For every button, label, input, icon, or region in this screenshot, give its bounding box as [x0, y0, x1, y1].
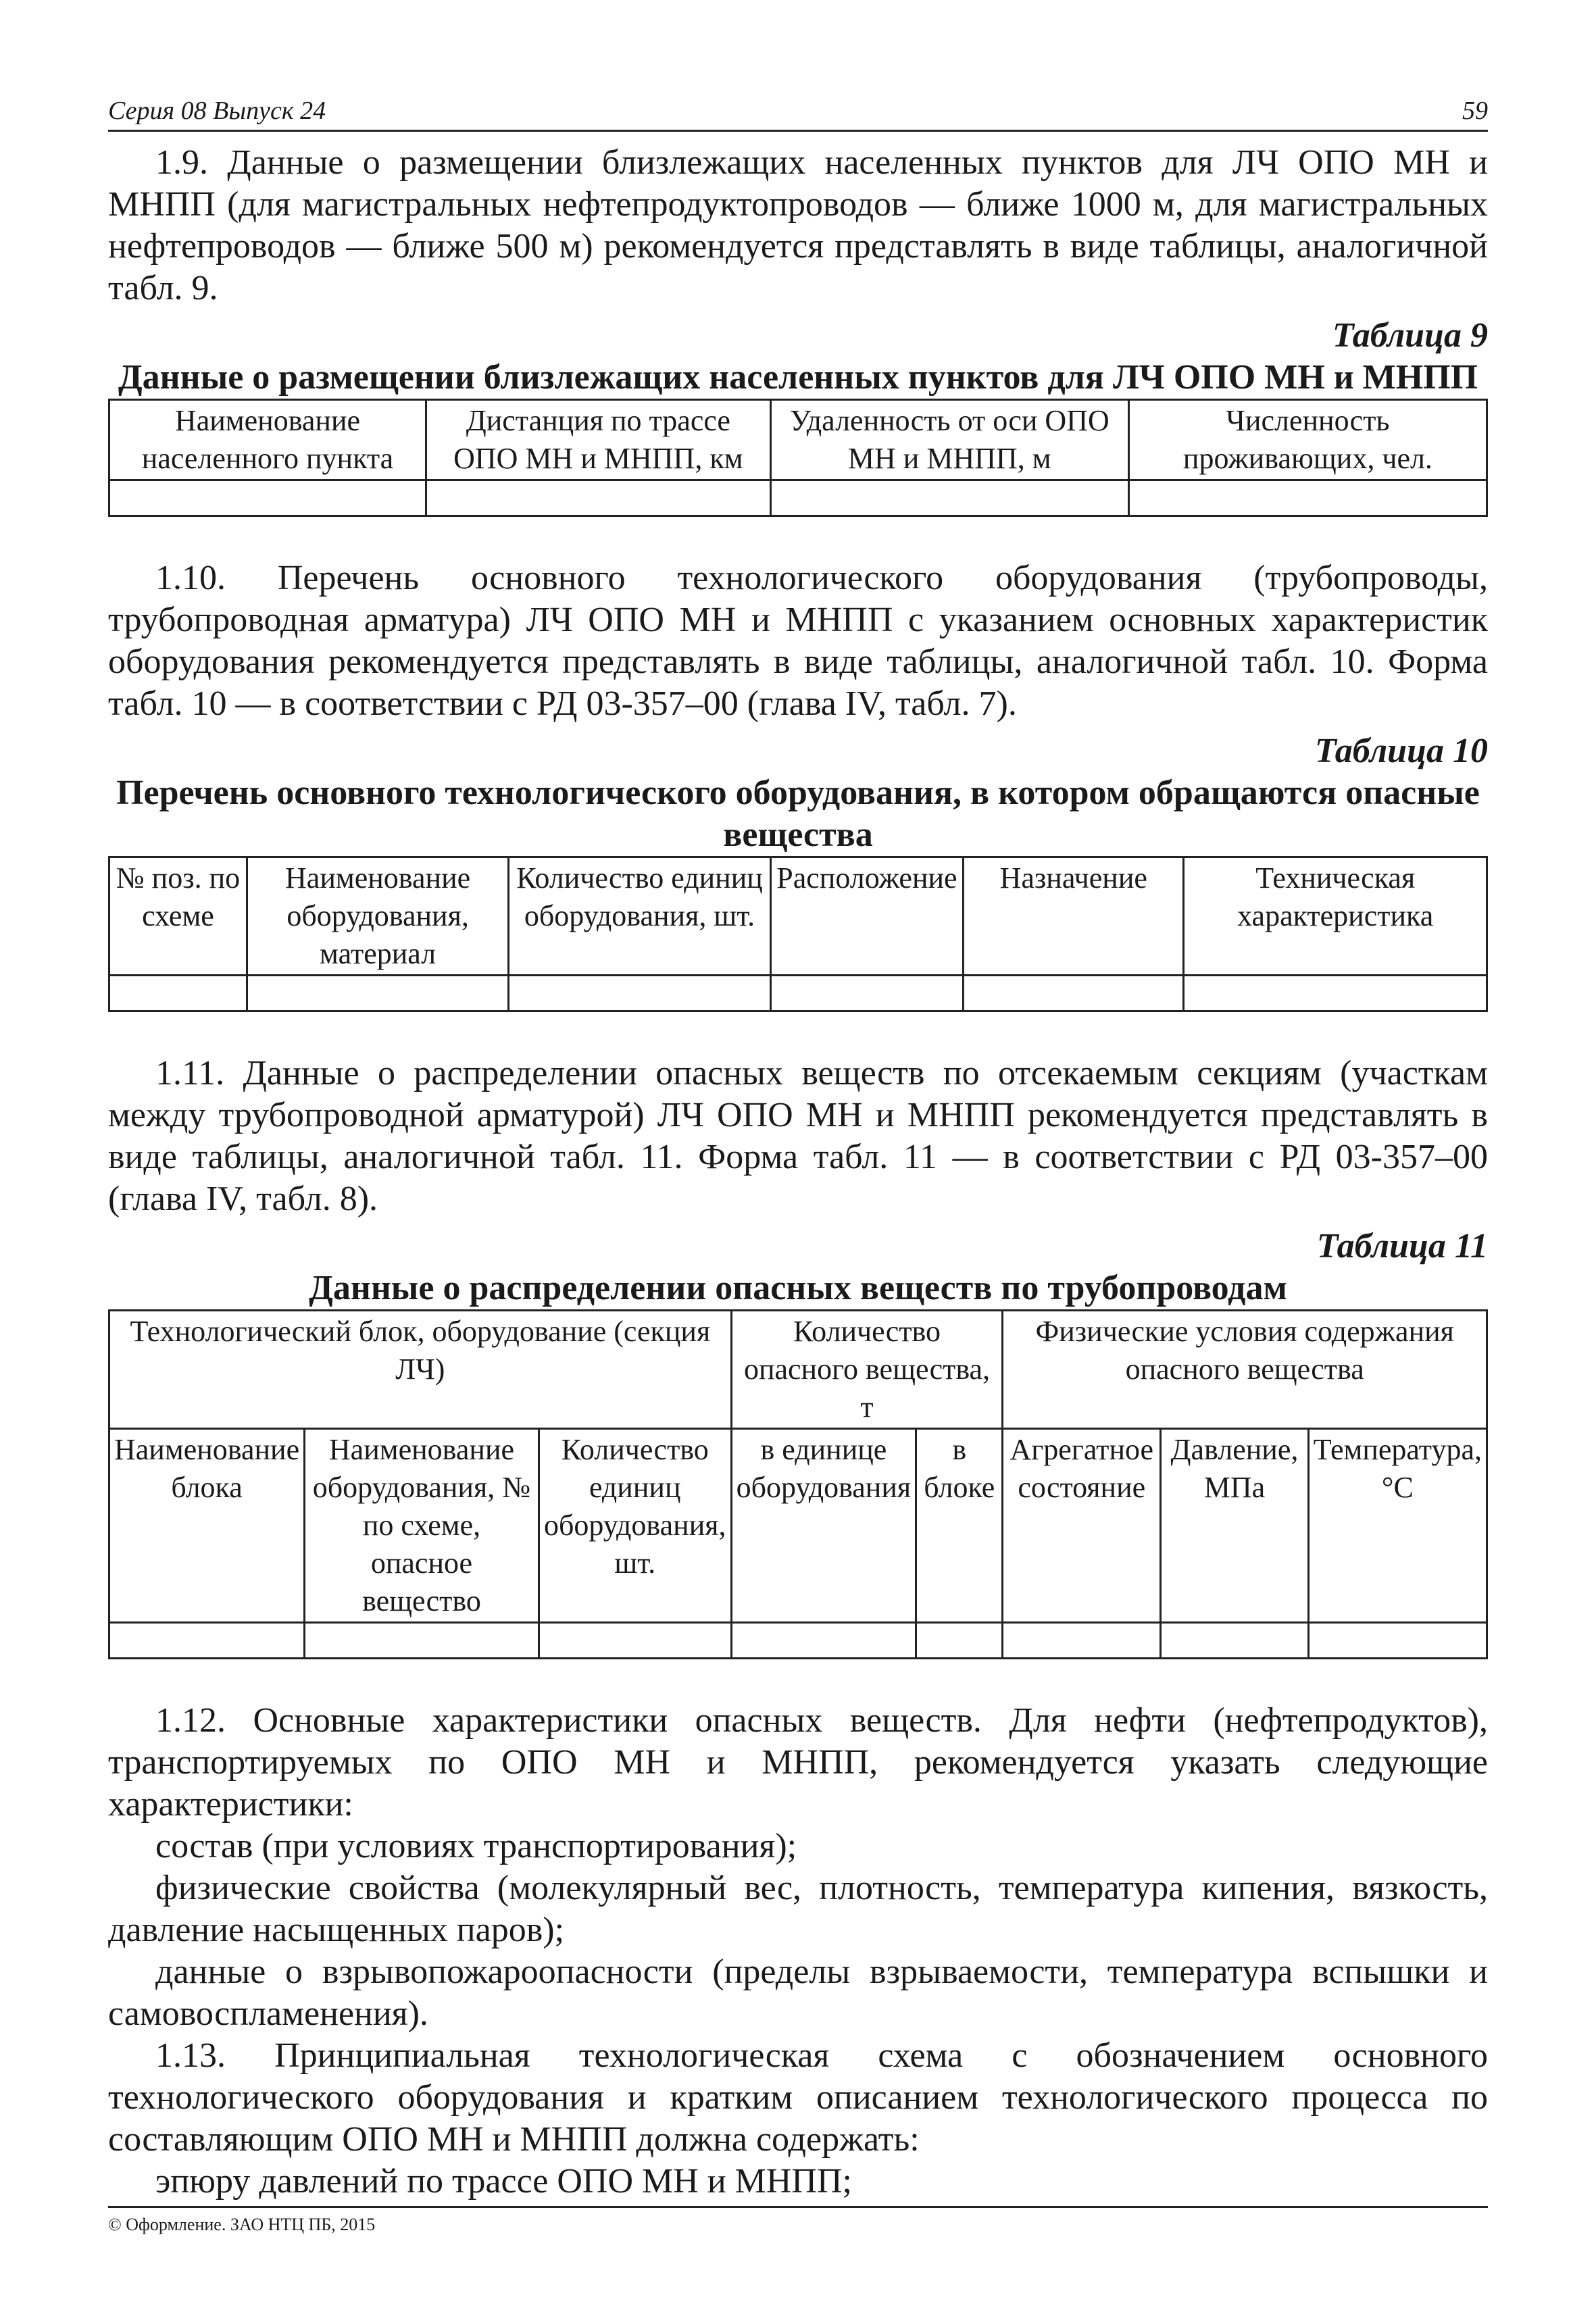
table10-header-cell: Назначение: [964, 857, 1184, 976]
paragraph-1-10: 1.10. Перечень основного технологического оборудования (трубопроводы, трубопроводная арматура) ЛЧ ОПО МН и МНПП с указанием основных характеристик оборудования рекомендуется представлять в виде таблицы, аналогичной табл. 10. Форма табл. 10 — в соответствии с РД 03-357–00 (глава IV, табл. 7).: [108, 559, 1488, 723]
page-footer: © Оформление. ЗАО НТЦ ПБ, 2015: [108, 2206, 1488, 2235]
table9-label: Таблица 9: [1332, 316, 1488, 355]
table11: [108, 1309, 1488, 1659]
table9-header-cell: Удаленность от оси ОПО МН и МНПП, м: [770, 400, 1128, 480]
table11-sub-header-cell: Агрегатное состояние: [1003, 1429, 1161, 1623]
table11-sub-header-cell: в блоке: [916, 1429, 1003, 1623]
table9-cell: [426, 480, 770, 516]
table9-header-cell: Наименование населенного пункта: [109, 400, 426, 480]
table10-header-cell: Количество единиц оборудования, шт.: [509, 857, 770, 976]
table10-cell: [509, 976, 770, 1011]
table9-header-row: [109, 400, 1487, 480]
paragraph-1-13: 1.13. Принципиальная технологическая схема с обозначением основного технологического оборудования и кратким описанием технологического процесса по составляющим ОПО МН и МНПП должна содержать:: [108, 2036, 1488, 2159]
table11-sub-header-cell: Давление, МПа: [1161, 1429, 1309, 1623]
table11-group-header-cell: Технологический блок, оборудование (секция ЛЧ): [109, 1311, 732, 1429]
table11-sub-header-cell: Наименование блока: [109, 1429, 305, 1623]
list-item: состав (при условиях транспортирования);: [155, 1827, 797, 1865]
table10-empty-row: [109, 976, 1487, 1011]
table10-header-cell: Наименование оборудования, материал: [247, 857, 508, 976]
paragraph-1-11: 1.11. Данные о распределении опасных веществ по отсекаемым секциям (участкам между трубопроводной арматурой) ЛЧ ОПО МН и МНПП рекомендуется представлять в виде таблицы, аналогичной табл. 11. Форма табл. 11 — в соответствии с РД 03-357–00 (глава IV, табл. 8).: [108, 1054, 1488, 1218]
table10-label: Таблица 10: [1314, 732, 1488, 770]
table9: [108, 399, 1488, 517]
table11-group-header-row: [109, 1311, 1487, 1429]
table10: [108, 856, 1488, 1012]
table9-header-cell: Дистанция по трассе ОПО МН и МНПП, км: [426, 400, 770, 480]
table11-cell: [1003, 1623, 1161, 1659]
table10-cell: [964, 976, 1184, 1011]
table9-header-cell: Численность проживающих, чел.: [1128, 400, 1487, 480]
table11-group-header-cell: Физические условия содержания опасного вещества: [1003, 1311, 1487, 1429]
table11-cell: [1161, 1623, 1309, 1659]
table11-sub-header-cell: Температура, °С: [1308, 1429, 1487, 1623]
table11-sub-header-row: [109, 1429, 1487, 1623]
table10-header-cell: № поз. по схеме: [109, 857, 247, 976]
table11-group-header-cell: Количество опасного вещества, т: [731, 1311, 1003, 1429]
table10-header-row: [109, 857, 1487, 976]
series-title: Серия 08 Выпуск 24: [108, 97, 326, 125]
table10-cell: [770, 976, 963, 1011]
table11-title: Данные о распределении опасных веществ по трубопроводам: [309, 1269, 1287, 1307]
table11-cell: [916, 1623, 1003, 1659]
table10-cell: [1184, 976, 1487, 1011]
table11-sub-header-cell: Количество единиц оборудования, шт.: [539, 1429, 731, 1623]
table10-header-cell: Техническая характеристика: [1184, 857, 1487, 976]
list-item: физические свойства (молекулярный вес, плотность, температура кипения, вязкость, давление насыщенных паров);: [108, 1869, 1488, 1949]
table11-label: Таблица 11: [1316, 1227, 1488, 1265]
table9-cell: [109, 480, 426, 516]
table11-cell: [109, 1623, 305, 1659]
table11-empty-row: [109, 1623, 1487, 1659]
list-item: данные о взрывопожароопасности (пределы взрываемости, температура вспышки и самовоспламенения).: [108, 1953, 1488, 2033]
table10-cell: [109, 976, 247, 1011]
table11-cell: [305, 1623, 539, 1659]
table9-title: Данные о размещении близлежащих населенных пунктов для ЛЧ ОПО МН и МНПП: [118, 358, 1478, 397]
table11-sub-header-cell: в единице оборудования: [731, 1429, 916, 1623]
table9-cell: [1128, 480, 1487, 516]
page-content: [108, 142, 1488, 2203]
table10-cell: [247, 976, 508, 1011]
paragraph-1-12: 1.12. Основные характеристики опасных веществ. Для нефти (нефтепродуктов), транспортируемых по ОПО МН и МНПП, рекомендуется указать следующие характеристики:: [108, 1701, 1488, 1823]
list-item: эпюру давлений по трассе ОПО МН и МНПП;: [155, 2162, 852, 2200]
table9-empty-row: [109, 480, 1487, 516]
page-header: [108, 86, 1488, 132]
table11-sub-header-cell: Наименование оборудования, № по схеме, опасное вещество: [305, 1429, 539, 1623]
table11-cell: [539, 1623, 731, 1659]
page-number: 59: [1462, 97, 1488, 125]
table11-cell: [1308, 1623, 1487, 1659]
table10-title: Перечень основного технологического оборудования, в котором обращаются опасные вещества: [116, 774, 1480, 854]
table11-cell: [731, 1623, 916, 1659]
table10-header-cell: Расположение: [770, 857, 963, 976]
table9-cell: [770, 480, 1128, 516]
paragraph-1-9: 1.9. Данные о размещении близлежащих населенных пунктов для ЛЧ ОПО МН и МНПП (для магистральных нефтепродуктопроводов — ближе 1000 м, для магистральных нефтепроводов — ближе 500 м) рекомендуется представлять в виде таблицы, аналогичной табл. 9.: [108, 143, 1488, 307]
